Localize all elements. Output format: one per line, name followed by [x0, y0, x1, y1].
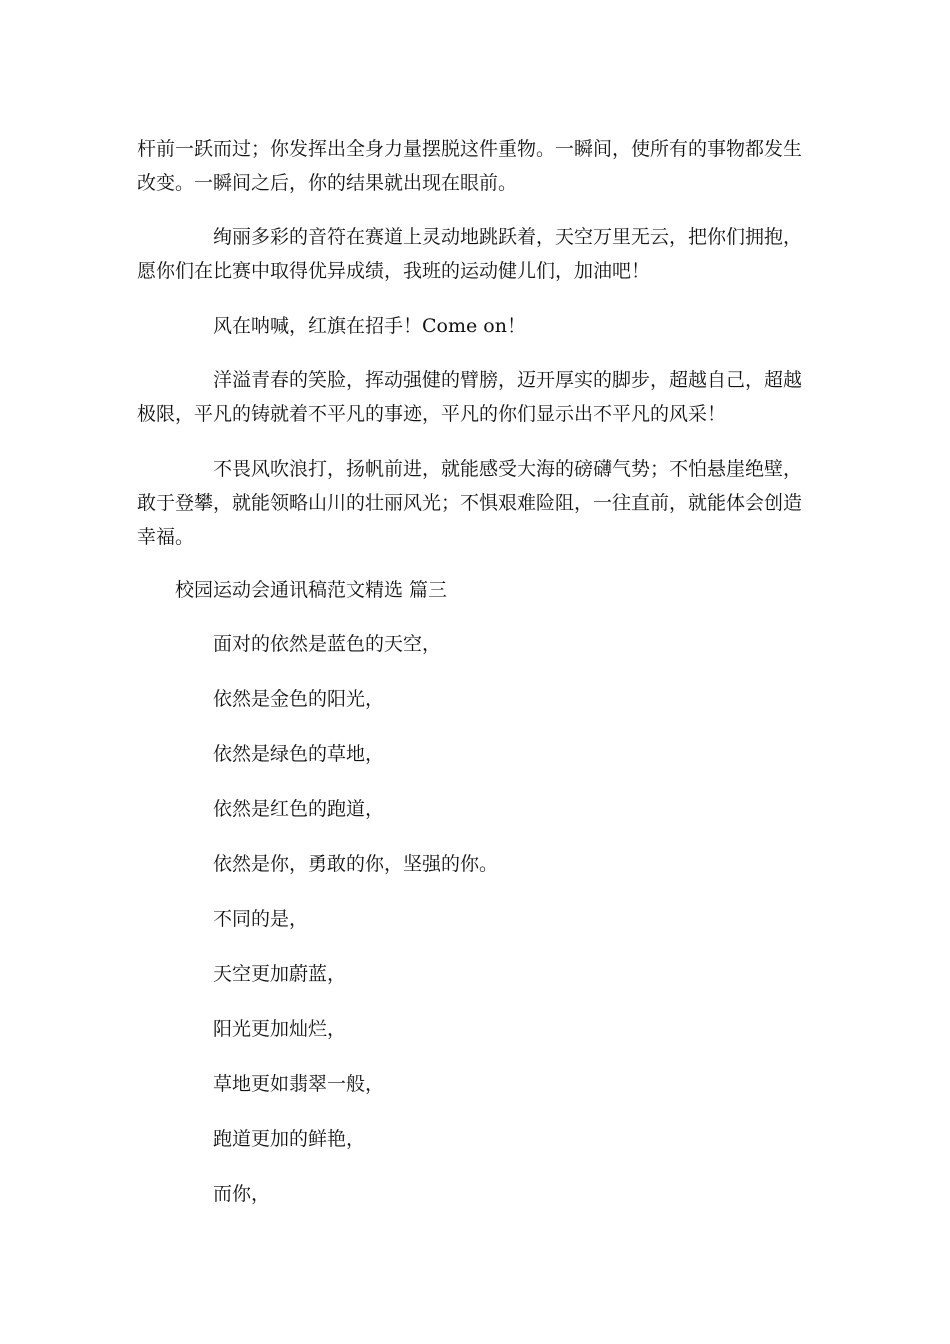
poem-line: 不同的是，	[213, 908, 309, 930]
paragraph-cheer: 绚丽多彩的音符在赛道上灵动地跳跃着，天空万里无云，把你们拥抱，愿你们在比赛中取得优异成绩，我班的运动健儿们，加油吧！	[137, 226, 803, 282]
poem-line: 而你，	[213, 1183, 271, 1205]
section-heading: 校园运动会通讯稿范文精选 篇三	[175, 579, 448, 601]
poem-line: 阳光更加灿烂，	[213, 1018, 347, 1040]
poem-line: 依然是红色的跑道，	[213, 798, 385, 820]
poem-line: 天空更加蔚蓝，	[213, 963, 347, 985]
paragraph-courage: 不畏风吹浪打，扬帆前进，就能感受大海的磅礴气势；不怕悬崖绝壁，敢于登攀，就能领略山川的壮丽风光；不惧艰难险阻，一往直前，就能体会创造幸福。	[137, 458, 803, 548]
paragraph-continuation: 杆前一跃而过；你发挥出全身力量摆脱这件重物。一瞬间，使所有的事物都发生改变。一瞬间之后，你的结果就出现在眼前。	[137, 138, 803, 194]
poem-line: 草地更如翡翠一般，	[213, 1073, 385, 1095]
paragraph-come-on: 风在呐喊，红旗在招手！Come on！	[213, 315, 526, 337]
paragraph-youth: 洋溢青春的笑脸，挥动强健的臂膀，迈开厚实的脚步，超越自己，超越极限，平凡的铸就着不平凡的事迹，平凡的你们显示出不平凡的风采！	[137, 369, 803, 425]
poem-line: 面对的依然是蓝色的天空，	[213, 633, 442, 655]
poem-line: 跑道更加的鲜艳，	[213, 1128, 366, 1150]
poem-line: 依然是绿色的草地，	[213, 743, 385, 765]
poem-line: 依然是金色的阳光，	[213, 688, 385, 710]
poem-line: 依然是你，勇敢的你，坚强的你。	[213, 853, 499, 875]
